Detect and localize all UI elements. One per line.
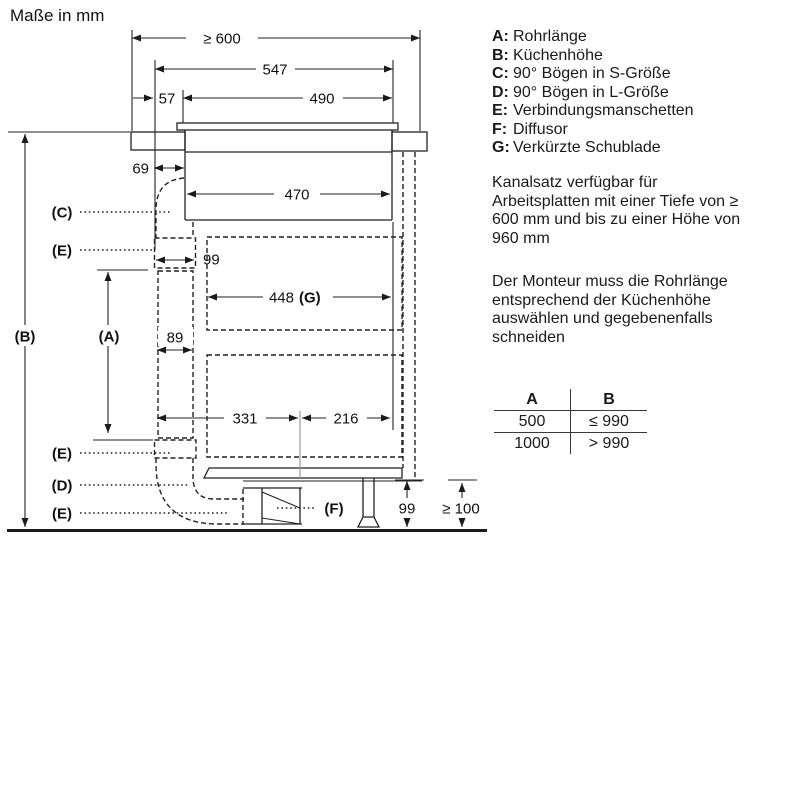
dim-worktop-depth: ≥ 600 xyxy=(203,30,241,48)
label-e-mid: (E) xyxy=(52,445,72,463)
cabinet-bottom-panel xyxy=(204,468,422,481)
connector-sleeve-bottom xyxy=(155,440,197,458)
label-f: (F) xyxy=(324,500,344,518)
table-cell: ≤ 990 xyxy=(571,411,648,433)
legend-text: Verbindungsmanschetten xyxy=(513,102,694,119)
legend-item-f xyxy=(492,121,772,140)
dim-duct-offset: 69 xyxy=(132,160,149,178)
table-cell: > 990 xyxy=(588,434,630,452)
table-header-row xyxy=(494,389,647,411)
note-availability: Kanalsatz verfügbar für Arbeitsplatten mit einer Tiefe von ≥ 600 mm und bis zu einer Höhe von 960 mm xyxy=(492,174,741,248)
diffusor xyxy=(243,488,302,524)
table-cell: 500 xyxy=(494,411,571,433)
legend-key: G: xyxy=(492,139,510,156)
legend-text: 90° Bögen in S-Größe xyxy=(513,65,671,82)
hob-glass-plate xyxy=(177,123,398,130)
legend-item-g xyxy=(492,139,772,158)
worktop-cross-section-rear xyxy=(392,132,427,151)
dim-cutout-width: 490 xyxy=(309,90,335,108)
hob-unit xyxy=(177,123,398,220)
legend-item-d xyxy=(492,84,772,103)
cabinet-rear-panels xyxy=(403,152,415,478)
dim-center-to-back: 216 xyxy=(333,410,359,428)
pipe xyxy=(158,271,193,438)
legend-text: 90° Bögen in L-Größe xyxy=(513,83,669,101)
legend-key: F: xyxy=(492,120,508,138)
label-c: (C) xyxy=(51,204,73,222)
cabinet-leg xyxy=(358,478,379,527)
dimension-lines xyxy=(25,38,462,527)
dim-duct-connector-width: 99 xyxy=(203,251,220,269)
legend-text: Rohrlänge xyxy=(513,28,587,45)
label-b: (B) xyxy=(14,328,36,346)
dim-drawer-width: 448 xyxy=(268,289,294,307)
label-d: (D) xyxy=(51,477,73,495)
dim-hob-body-width: 470 xyxy=(284,186,310,204)
dim-front-offset: 57 xyxy=(158,90,176,108)
legend-key: A: xyxy=(492,28,509,45)
legend-item-c xyxy=(492,65,772,84)
legend-item-e xyxy=(492,102,772,121)
legend-item-a xyxy=(492,28,772,47)
table-header-b: B xyxy=(571,389,648,411)
elbow-s-size xyxy=(156,178,184,238)
label-a: (A) xyxy=(98,328,120,346)
table-row xyxy=(494,433,647,455)
legend-key: B: xyxy=(492,46,509,64)
table-cell: 1000 xyxy=(494,433,571,455)
legend-key: E: xyxy=(492,102,508,119)
connector-sleeve-top xyxy=(155,238,196,268)
page-title: Maße in mm xyxy=(10,6,105,25)
legend-text: Verkürzte Schublade xyxy=(513,139,661,156)
dim-pipe-to-center: 331 xyxy=(232,410,258,428)
pipe-length-selection-table xyxy=(494,389,647,454)
legend-item-b xyxy=(492,47,772,66)
legend-key: C: xyxy=(492,65,509,82)
label-e-top: (E) xyxy=(52,242,72,260)
installation-diagram xyxy=(0,0,490,545)
legend-key: D: xyxy=(492,83,509,101)
legend-text: Diffusor xyxy=(513,120,568,138)
worktop-cross-section-front xyxy=(131,132,185,150)
legend xyxy=(492,28,772,158)
dim-floor-clearance: ≥ 100 xyxy=(442,500,480,518)
dim-hob-width: 547 xyxy=(262,61,288,79)
note-installer: Der Monteur muss die Rohrlänge entsprechend der Küchenhöhe auswählen und gegebenenfalls schneiden xyxy=(492,273,728,347)
dim-bottom-clearance: 99 xyxy=(398,500,416,518)
legend-text: Küchenhöhe xyxy=(513,46,603,64)
dim-pipe-width: 89 xyxy=(166,329,184,347)
table-header-a: A xyxy=(494,389,571,411)
label-e-bottom: (E) xyxy=(52,505,72,523)
duct-assembly xyxy=(155,178,245,524)
table-row xyxy=(494,411,647,433)
dim-drawer-width-ref: (G) xyxy=(299,289,321,307)
